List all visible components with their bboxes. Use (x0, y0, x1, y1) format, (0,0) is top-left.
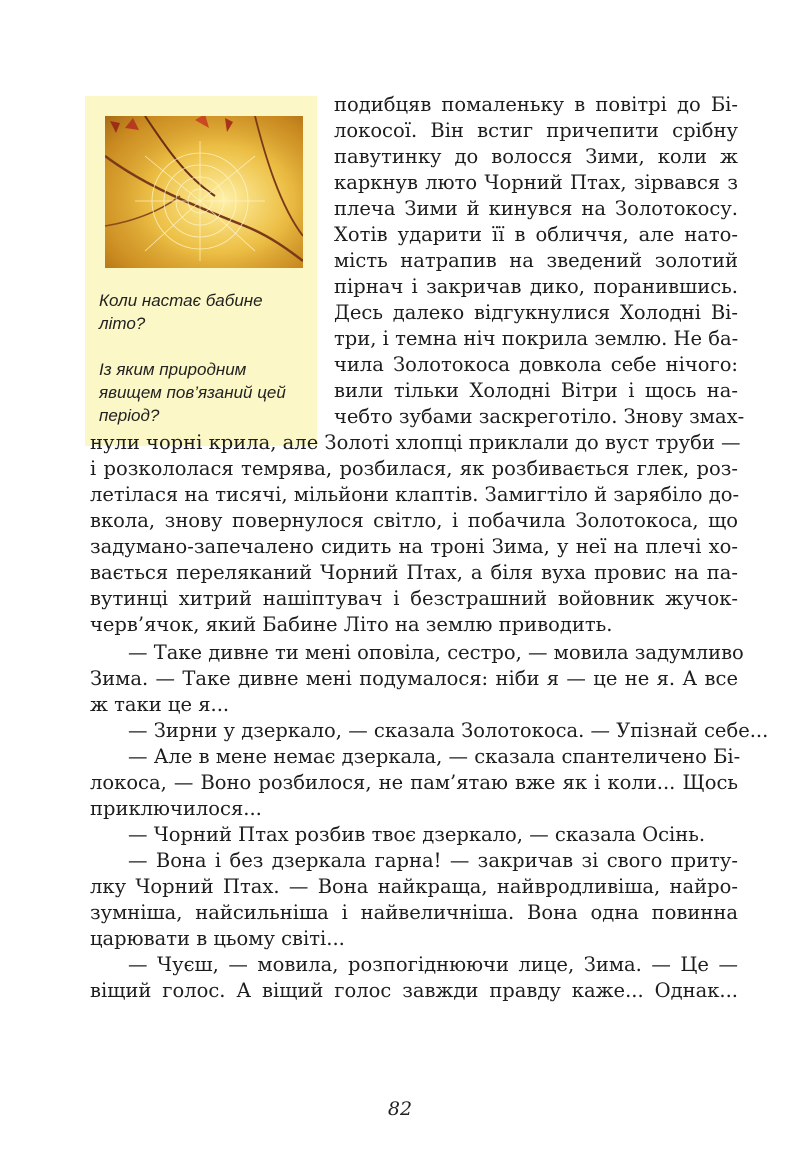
text-line: летілася на тисячі, мільйони клаптів. Замигтіло й зарябіло до- (90, 483, 740, 506)
text-line: пірнач і закричав дико, поранившись. (334, 275, 738, 298)
text-line: зумніша, найсильніша і найвеличніша. Вона одна повинна (90, 901, 738, 924)
text-line: нули чорні крила, але Золоті хлопці приклали до вуст труби — (90, 431, 741, 454)
sidebar-box (85, 96, 317, 446)
text-line: — Але в мене немає дзеркала, — сказала спантеличено Бі- (128, 745, 741, 768)
text-line: локосої. Він встиг причепити срібну (334, 119, 738, 142)
text-line: плеча Зими й кинувся на Золотокосу. (334, 197, 738, 220)
page-number: 82 (387, 1098, 413, 1120)
text-line: чебто зубами заскреготіло. Знову змах- (334, 405, 745, 428)
text-line: черв’ячок, який Бабине Літо на землю приводить. (90, 613, 613, 636)
text-line: каркнув люто Чорний Птах, зірвався з (334, 171, 738, 194)
text-line: Зима. — Таке дивне мені подумалося: ніби я — це не я. А все (90, 667, 738, 690)
text-line: — Зирни у дзеркало, — сказала Золотокоса. — Упізнай себе... (128, 719, 769, 742)
text-line: мість натрапив на зведений золотий (334, 249, 738, 272)
caption-question-2: Із яким природним явищем пов’язаний цей період? (99, 360, 286, 425)
text-line: вили тільки Холодні Вітри і щось на- (334, 379, 738, 402)
text-line: — Чорний Птах розбив твоє дзеркало, — сказала Осінь. (128, 823, 706, 846)
text-line: і розкололася темрява, розбилася, як розбивається глек, роз- (90, 457, 738, 480)
text-line: чила Золотокоса довкола себе нічого: (334, 353, 738, 376)
caption-question-1: Коли настає бабине літо? (99, 291, 263, 333)
text-line: павутинку до волосся Зими, коли ж (334, 145, 738, 168)
text-line: локоса, — Воно розбилося, не пам’ятаю вже як і коли... Щось (90, 771, 738, 794)
text-line: — Таке дивне ти мені оповіла, сестро, — мовила задумливо (128, 641, 744, 664)
text-line: три, і темна ніч покрила землю. Не ба- (334, 327, 739, 350)
spider-web-photo (105, 116, 303, 268)
text-line: — Чуєш, — мовила, розпогіднюючи лице, Зима. — Це — (128, 953, 738, 976)
text-line: вається переляканий Чорний Птах, а біля вуха провис на па- (90, 561, 738, 584)
text-line: вутинці хитрий нашіптувач і безстрашний войовник жучок- (90, 587, 738, 610)
text-line: подибцяв помаленьку в повітрі до Бі- (334, 93, 738, 116)
text-line: вкола, знову повернулося світло, і побачила Золотокоса, що (90, 509, 738, 532)
text-line: ж таки це я... (90, 693, 230, 716)
text-line: царювати в цьому світі... (90, 927, 345, 950)
text-line: приключилося... (90, 797, 262, 820)
text-line: віщий голос. А віщий голос завжди правду каже... Однак... (90, 979, 738, 1002)
text-line: — Вона і без дзеркала гарна! — закричав зі свого приту- (128, 849, 738, 872)
text-line: задумано-запечалено сидить на троні Зима, у неї на плечі хо- (90, 535, 738, 558)
text-line: Хотів ударити її в обличчя, але нато- (334, 223, 738, 246)
text-line: лку Чорний Птах. — Вона найкраща, найвродливіша, найро- (90, 875, 738, 898)
text-line: Десь далеко відгукнулися Холодні Ві- (334, 301, 738, 324)
